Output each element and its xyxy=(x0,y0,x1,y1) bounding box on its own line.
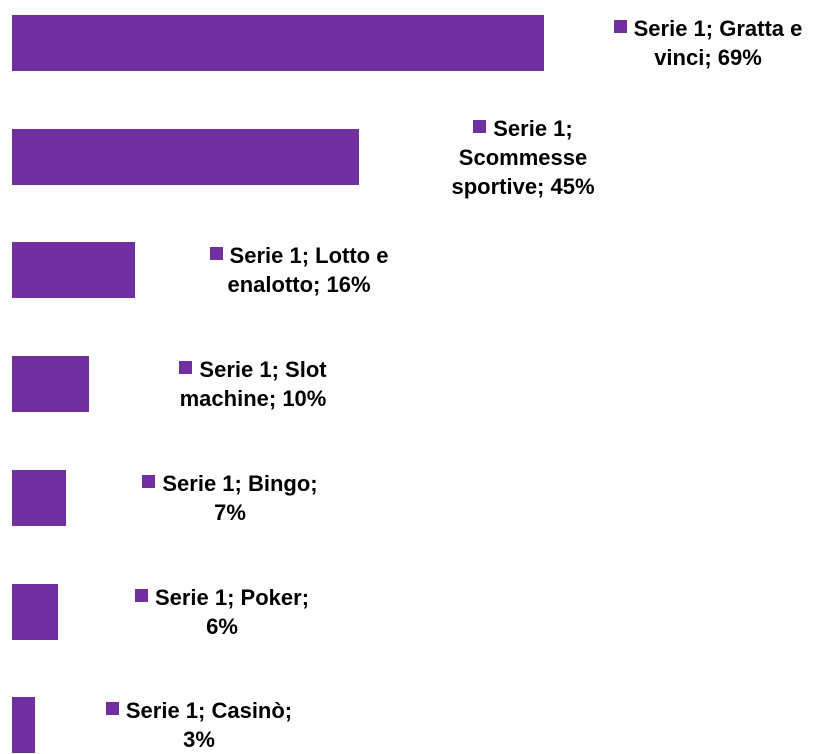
data-label-text: 3% xyxy=(183,727,215,752)
data-label-line xyxy=(179,270,419,299)
bar-3 xyxy=(12,242,135,298)
data-label-text: Serie 1; Poker; xyxy=(154,585,310,610)
bar-6 xyxy=(12,584,58,640)
data-label-text: enalotto; 16% xyxy=(227,272,371,297)
legend-key-icon xyxy=(614,20,627,33)
data-label-text: Serie 1; Slot xyxy=(199,357,327,382)
data-label-text: 7% xyxy=(214,500,246,525)
data-label-line xyxy=(110,469,350,498)
data-label-2 xyxy=(403,114,643,201)
bar-4 xyxy=(12,356,89,412)
legend-key-icon xyxy=(210,247,223,260)
legend-key-icon xyxy=(142,475,155,488)
data-label-text: vinci; 69% xyxy=(654,45,762,70)
legend-key-icon xyxy=(179,361,192,374)
data-label-4 xyxy=(133,355,373,413)
data-label-text: Scommesse xyxy=(458,144,588,170)
legend-key-icon xyxy=(135,589,148,602)
data-label-text: Serie 1; xyxy=(493,115,573,141)
bar-2 xyxy=(12,129,359,185)
data-label-text: Serie 1; Bingo; xyxy=(162,471,318,496)
data-label-text: sportive; 45% xyxy=(451,173,595,199)
data-label-7 xyxy=(79,696,319,754)
bar-7 xyxy=(12,697,35,753)
data-label-line xyxy=(403,114,643,143)
bar-1 xyxy=(12,15,544,71)
data-label-3 xyxy=(179,241,419,299)
data-label-text: 6% xyxy=(206,614,238,639)
data-label-line xyxy=(588,14,828,43)
data-label-5 xyxy=(110,469,350,527)
data-label-line xyxy=(179,241,419,270)
data-label-line xyxy=(403,172,643,201)
legend-key-icon xyxy=(473,120,486,133)
data-label-line xyxy=(102,583,342,612)
data-label-text: Serie 1; Lotto e xyxy=(229,243,389,268)
data-label-line xyxy=(133,355,373,384)
data-label-1 xyxy=(588,14,828,72)
data-label-line xyxy=(133,384,373,413)
bar-5 xyxy=(12,470,66,526)
data-label-text: machine; 10% xyxy=(179,386,327,411)
data-label-line xyxy=(79,725,319,754)
data-label-text: Serie 1; Gratta e xyxy=(633,16,803,41)
data-label-line xyxy=(110,498,350,527)
legend-key-icon xyxy=(106,702,119,715)
data-label-line xyxy=(102,612,342,641)
data-label-line xyxy=(588,43,828,72)
data-label-line xyxy=(403,143,643,172)
data-label-6 xyxy=(102,583,342,641)
data-label-text: Serie 1; Casinò; xyxy=(125,698,293,723)
data-label-line xyxy=(79,696,319,725)
